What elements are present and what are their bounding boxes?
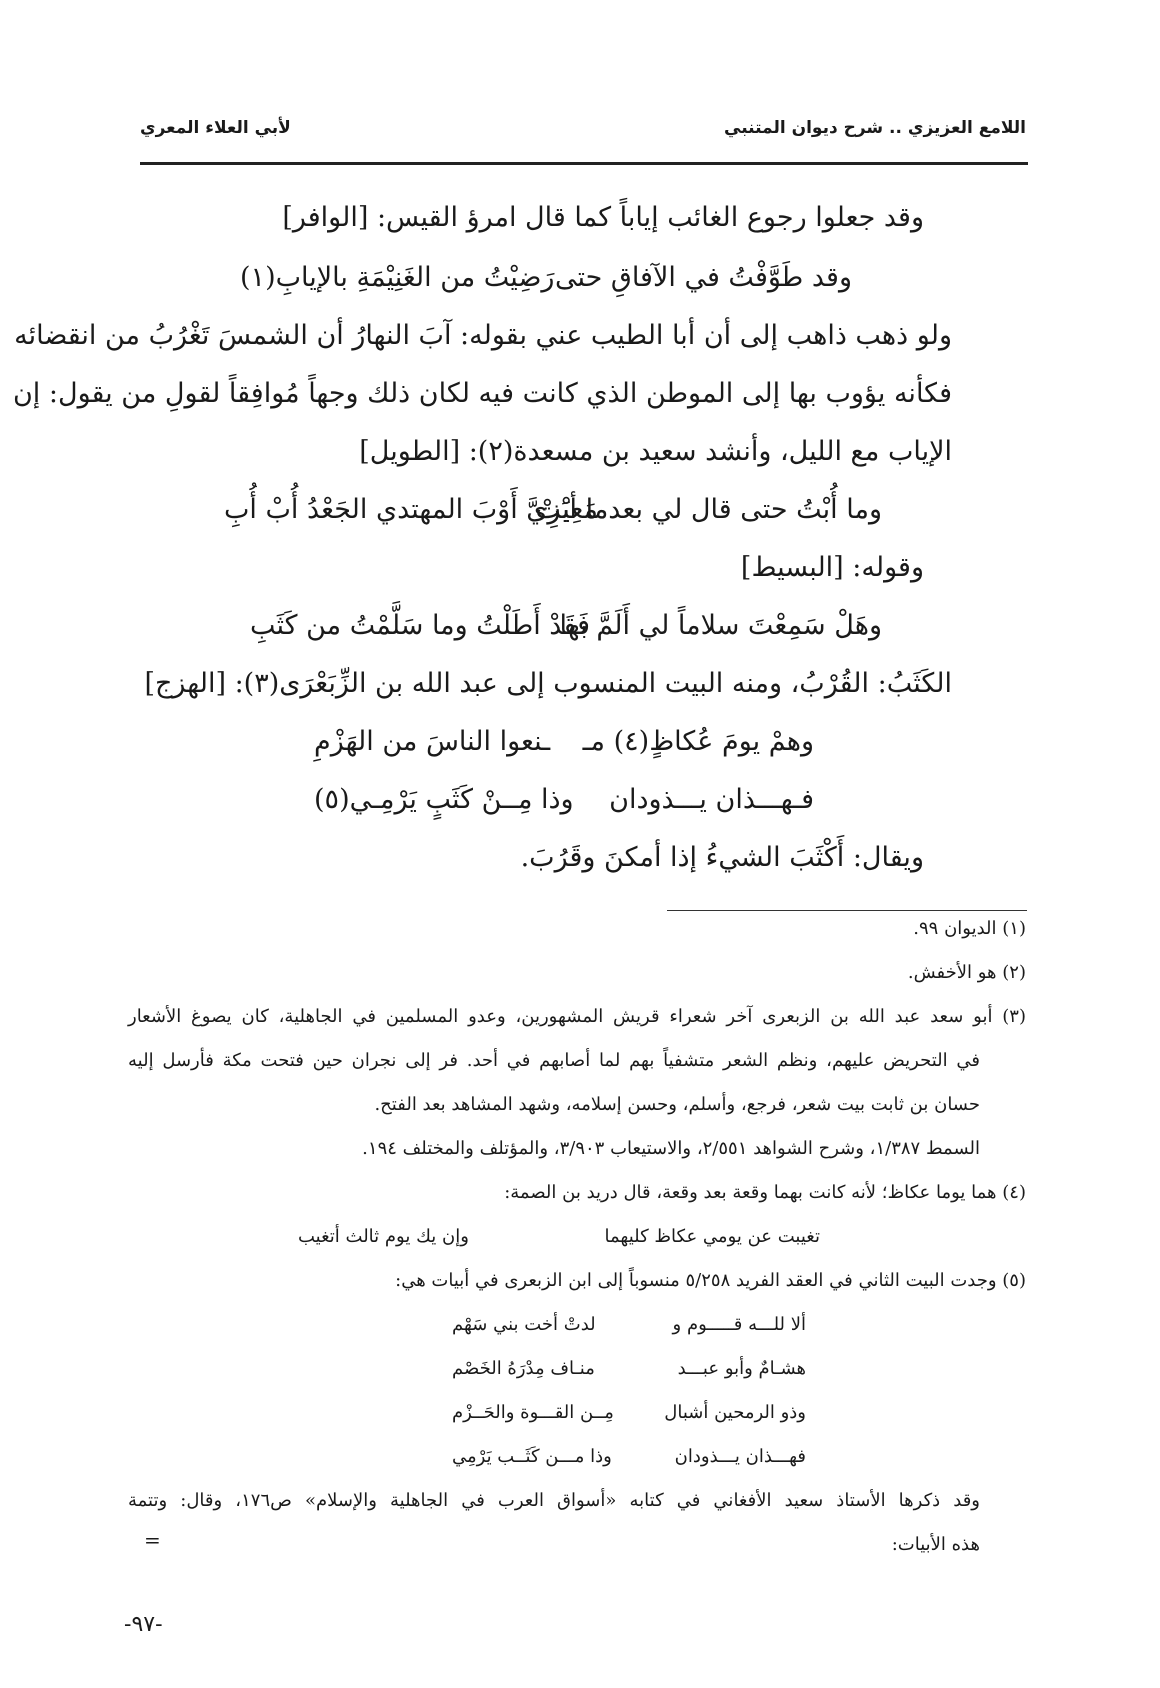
text-line: وقوله: [البسيط] [740, 552, 924, 583]
verse-hemistich-right: وقد طَوَّفْتُ في الآفاقِ حتى [554, 262, 852, 293]
footnote-3-line: في التحريض عليهم، ونظم الشعر متشفياً بهم لما أصابهم في أحد. فر إلى نجران حين فتحت مكة فأرسل إليه [128, 1050, 980, 1071]
footnote-1: (١) الديوان ٩٩. [913, 918, 1026, 939]
verse-hemistich-left: رَضِيْتُ من الغَنِيْمَةِ بالإيابِ(١) [240, 262, 555, 293]
footnote-verse-left: منـاف مِدْرَهُ الخَصْم [452, 1358, 595, 1379]
footnote-verse-right: فهـــذان يـــذودان [674, 1446, 806, 1467]
footnote-verse-left: لدتْ أخت بني سَهْم [452, 1314, 596, 1335]
text-line: ويقال: أَكْثَبَ الشيءُ إذا أمكنَ وقَرُبَ. [520, 842, 924, 873]
continued-mark: = [144, 1528, 161, 1552]
footnote-rule [667, 910, 1027, 911]
header-book-title: اللامع العزيزي .. شرح ديوان المتنبي [724, 118, 1026, 138]
verse-hemistich-left: وذا مِــنْ كَثَبٍ يَرْمِـي(٥) [314, 784, 574, 815]
header-author: لأبي العلاء المعري [140, 118, 291, 138]
footnote-3: (٣) أبو سعد عبد الله بن الزبعرى آخر شعراء قريش المشهورين، وعدو المسلمين في الجاهلية، كان يصوغ الأشعار [128, 1006, 1026, 1027]
footnote-verse-left: وذا مـــن كَثَــب يَرْمِي [452, 1446, 612, 1467]
verse-hemistich-right: فـهـــذان يـــذودان [609, 784, 814, 815]
text-line: الكَثَبُ: القُرْبُ، ومنه البيت المنسوب إلى عبد الله بن الزِّبَعْرَى(٣): [الهزج] [144, 668, 952, 699]
footnote-3-line: السمط ١/٣٨٧، وشرح الشواهد ٢/٥٥١، والاستيعاب ٣/٩٠٣، والمؤتلف والمختلف ١٩٤. [362, 1138, 980, 1159]
footnote-verse-right: هشـامٌ وأبو عبـــد [677, 1358, 806, 1379]
page-number: -٩٧- [124, 1612, 163, 1637]
text-line: ولو ذهب ذاهب إلى أن أبا الطيب عني بقوله: آبَ النهارُ أن الشمسَ تَغْرُبُ من انقضائه [14, 320, 952, 351]
footnote-5: (٥) وجدت البيت الثاني في العقد الفريد ٥/٢٥٨ منسوباً إلى ابن الزبعرى في أبيات هي: [395, 1270, 1026, 1291]
verse-hemistich-right: وهَلْ سَمِعْتَ سلاماً لي أَلَمَّ بها [559, 610, 882, 641]
verse-hemistich-left: ـنعوا الناسَ من الهَزْمِ [314, 726, 551, 757]
footnote-3-line: حسان بن ثابت بيت شعر، فرجع، وأسلم، وحسن إسلامه، وشهد المشاهد بعد الفتح. [374, 1094, 980, 1115]
verse-hemistich-left: مَعِيْزِيَّ أَوْبَ المهتدي الجَعْدُ أُبْ أُبِ [224, 494, 598, 525]
text-line: الإياب مع الليل، وأنشد سعيد بن مسعدة(٢): [الطويل] [359, 436, 952, 467]
footnote-verse-left: وإن يك يوم ثالث أتغيب [298, 1226, 469, 1247]
footnote-2: (٢) هو الأخفش. [907, 962, 1026, 983]
footnote-verse-right: ألا للـــه قـــــوم و [672, 1314, 806, 1335]
footnote-verse-left: مِــن القـــوة والحَــزْم [452, 1402, 614, 1423]
verse-hemistich-right: وما أُبْتُ حتى قال لي بعدما أبَتْ [535, 494, 882, 525]
footnote-verse-right: وذو الرمحين أشبال [664, 1402, 806, 1423]
text-line: وقد جعلوا رجوع الغائب إياباً كما قال امرؤ القيس: [الوافر] [282, 202, 924, 233]
footnote-text-line: هذه الأبيات: [891, 1534, 980, 1555]
header-rule [140, 162, 1028, 165]
footnote-text-line: وقد ذكرها الأستاذ سعيد الأفغاني في كتابه «أسواق العرب في الجاهلية والإسلام» ص١٧٦، وقال: وتتمة [128, 1490, 980, 1511]
verse-hemistich-right: وهمْ يومَ عُكاظٍ(٤) مـ [582, 726, 814, 757]
verse-hemistich-left: فَقَدْ أَطَلْتُ وما سَلَّمْتُ من كَثَبِ [250, 610, 591, 641]
footnote-4: (٤) هما يوما عكاظ؛ لأنه كانت بهما وقعة بعد وقعة، قال دريد بن الصمة: [504, 1182, 1026, 1203]
footnote-verse-right: تغيبت عن يومي عكاظ كليهما [604, 1226, 820, 1247]
text-line: فكأنه يؤوب بها إلى الموطن الذي كانت فيه لكان ذلك وجهاً مُوافِقاً لقولِ من يقول: إن [12, 378, 952, 409]
